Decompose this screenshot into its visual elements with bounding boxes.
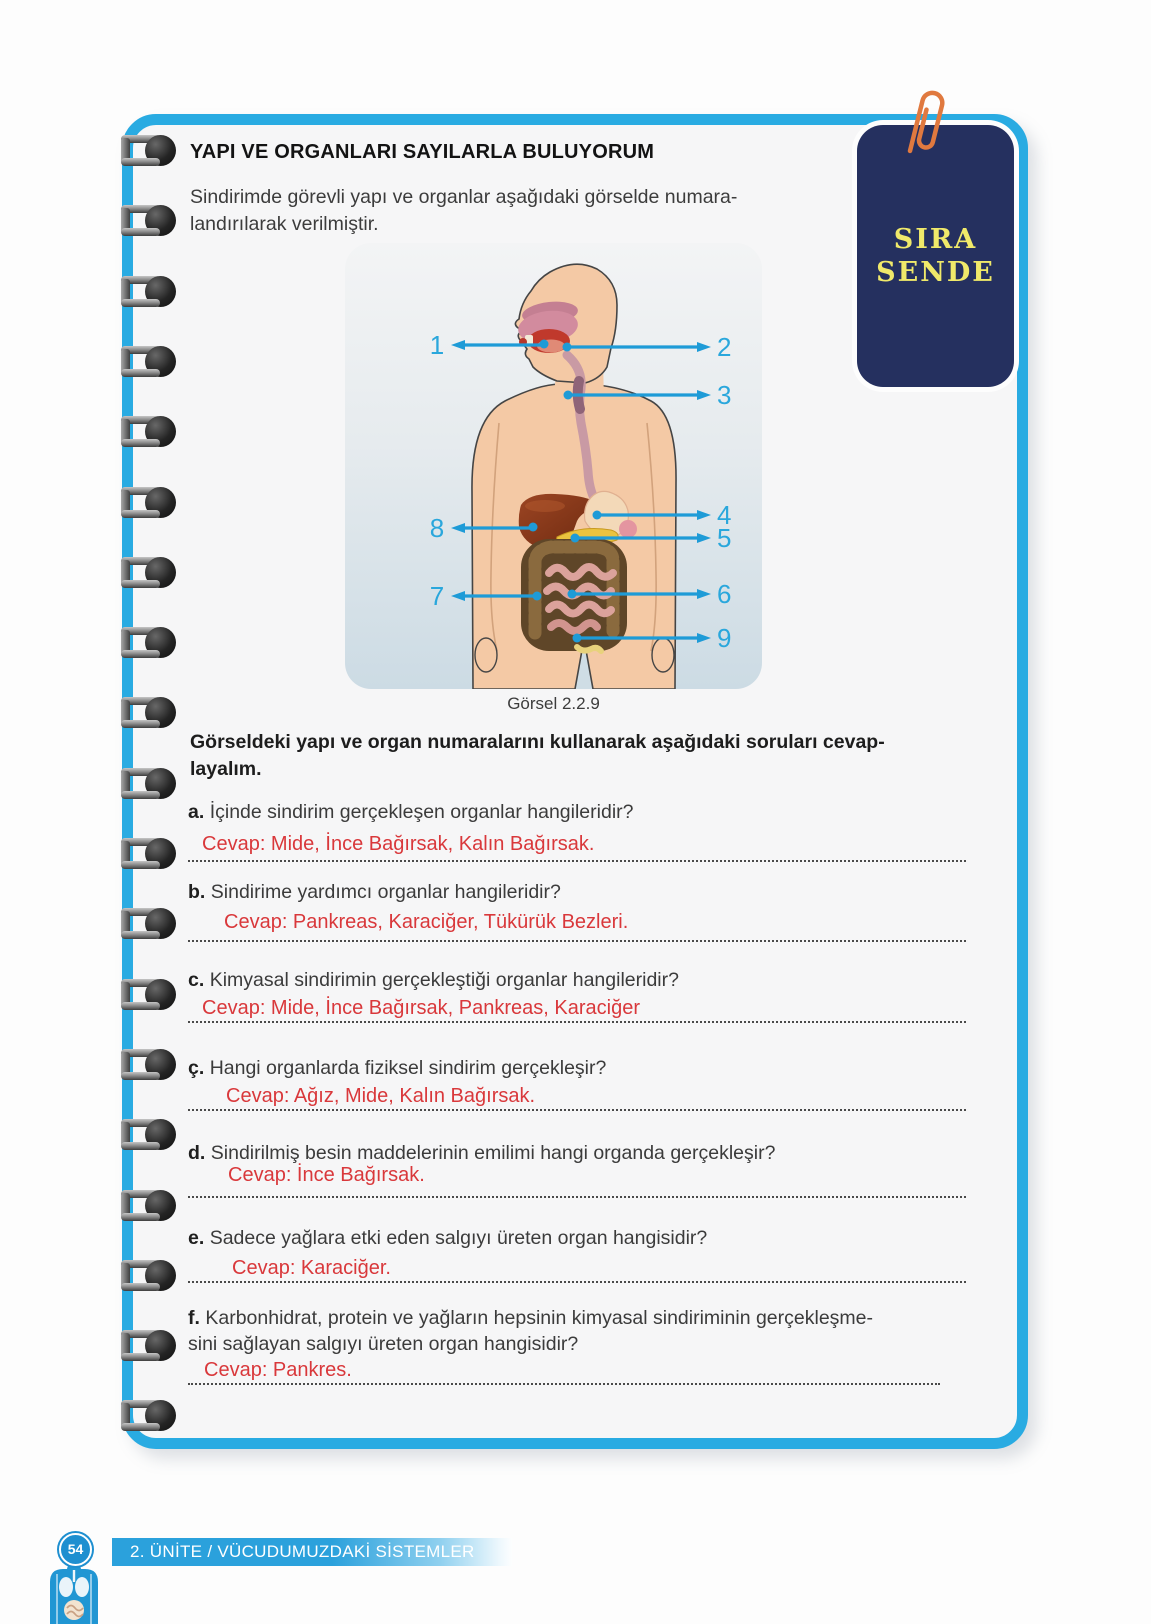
figure-label-9: 9 xyxy=(717,623,732,653)
unit-footer-bar: 2. ÜNİTE / VÜCUDUMUZDAKİ SİSTEMLER xyxy=(112,1538,512,1566)
spiral-ring xyxy=(121,907,176,940)
spiral-ring xyxy=(121,1118,176,1151)
answer-line xyxy=(188,860,966,862)
spiral-ring xyxy=(121,134,176,167)
digestive-system-figure xyxy=(345,243,762,689)
spiral-ring xyxy=(121,556,176,589)
spiral-ring xyxy=(121,275,176,308)
question-c-cedilla xyxy=(188,1055,988,1111)
question-d xyxy=(188,1140,988,1198)
question-f-text-line2: sini sağlayan salgıyı üreten organ hangisidir? xyxy=(188,1333,579,1355)
question-f xyxy=(188,1305,988,1385)
question-b-letter: b. xyxy=(188,881,206,903)
question-c-cedilla-letter: ç. xyxy=(188,1057,205,1079)
spiral-ring xyxy=(121,345,176,378)
lead-paragraph xyxy=(190,184,737,238)
figure-panel xyxy=(345,243,762,689)
question-c xyxy=(188,967,988,1023)
question-a-letter: a. xyxy=(188,801,205,823)
question-c-text: Kimyasal sindirimin gerçekleştiği organlar hangileridir? xyxy=(209,969,679,991)
answer-line xyxy=(188,1021,966,1023)
figure-label-2: 2 xyxy=(717,332,732,362)
answer-c-cedilla: Cevap: Ağız, Mide, Kalın Bağırsak. xyxy=(226,1085,536,1107)
answer-line xyxy=(188,1196,966,1198)
spiral-ring xyxy=(121,978,176,1011)
spiral-ring xyxy=(121,1329,176,1362)
answer-a: Cevap: Mide, İnce Bağırsak, Kalın Bağırsak. xyxy=(202,833,595,855)
answer-line xyxy=(188,940,966,942)
question-e xyxy=(188,1225,988,1283)
figure-label-3: 3 xyxy=(717,380,732,410)
spiral-ring xyxy=(121,1399,176,1432)
figure-caption: Görsel 2.2.9 xyxy=(507,694,600,713)
lead-paragraph-line2: landırılarak verilmiştir. xyxy=(190,213,379,235)
instruction-line2: layalım. xyxy=(190,758,262,780)
question-e-text: Sadece yağlara etki eden salgıyı üreten organ hangisidir? xyxy=(209,1227,708,1249)
question-e-letter: e. xyxy=(188,1227,205,1249)
question-f-letter: f. xyxy=(188,1307,200,1329)
answer-line xyxy=(188,1109,966,1111)
figure-label-4: 4 xyxy=(717,500,732,530)
figure-label-7: 7 xyxy=(429,581,445,611)
answer-line xyxy=(188,1281,966,1283)
answer-e: Cevap: Karaciğer. xyxy=(232,1257,391,1279)
spiral-ring xyxy=(121,767,176,800)
question-d-text: Sindirilmiş besin maddelerinin emilimi hangi organda gerçekleşir? xyxy=(210,1142,776,1164)
answer-c: Cevap: Mide, İnce Bağırsak, Pankreas, Karaciğer xyxy=(202,997,640,1019)
spiral-ring xyxy=(121,837,176,870)
question-c-letter: c. xyxy=(188,969,205,991)
spiral-ring xyxy=(121,696,176,729)
figure-label-1: 1 xyxy=(429,330,445,360)
question-a xyxy=(188,799,988,862)
badge-line2: SENDE xyxy=(876,257,995,288)
page-number-badge: 54 xyxy=(59,1533,92,1566)
answer-f: Cevap: Pankres. xyxy=(204,1359,352,1381)
page-title: YAPI VE ORGANLARI SAYILARLA BULUYORUM xyxy=(190,141,655,163)
spiral-ring xyxy=(121,204,176,237)
question-f-text-line1: Karbonhidrat, protein ve yağların hepsinin kimyasal sindiriminin gerçekleşme- xyxy=(205,1307,873,1329)
lead-paragraph-line1: Sindirimde görevli yapı ve organlar aşağıdaki görselde numara- xyxy=(190,186,738,208)
figure-label-5: 5 xyxy=(717,523,732,553)
answer-b: Cevap: Pankreas, Karaciğer, Tükürük Bezleri. xyxy=(224,911,629,933)
spiral-ring xyxy=(121,486,176,519)
question-c-cedilla-text: Hangi organlarda fiziksel sindirim gerçekleşir? xyxy=(209,1057,607,1079)
instruction-paragraph xyxy=(190,729,885,783)
spiral-ring xyxy=(121,626,176,659)
answer-line xyxy=(188,1383,940,1385)
spiral-ring xyxy=(121,1189,176,1222)
body-systems-logo xyxy=(47,1560,101,1624)
question-b-text: Sindirime yardımcı organlar hangileridir? xyxy=(210,881,561,903)
spiral-ring xyxy=(121,1048,176,1081)
question-b xyxy=(188,879,988,942)
badge-line1: SIRA xyxy=(893,224,978,255)
spiral-ring xyxy=(121,1259,176,1292)
question-d-letter: d. xyxy=(188,1142,206,1164)
spiral-ring xyxy=(121,415,176,448)
figure-label-6: 6 xyxy=(717,579,732,609)
question-a-text: İçinde sindirim gerçekleşen organlar hangileridir? xyxy=(209,801,634,823)
answer-d: Cevap: İnce Bağırsak. xyxy=(228,1164,425,1186)
instruction-line1: Görseldeki yapı ve organ numaralarını kullanarak aşağıdaki soruları cevap- xyxy=(190,731,885,753)
figure-label-8: 8 xyxy=(429,513,445,543)
